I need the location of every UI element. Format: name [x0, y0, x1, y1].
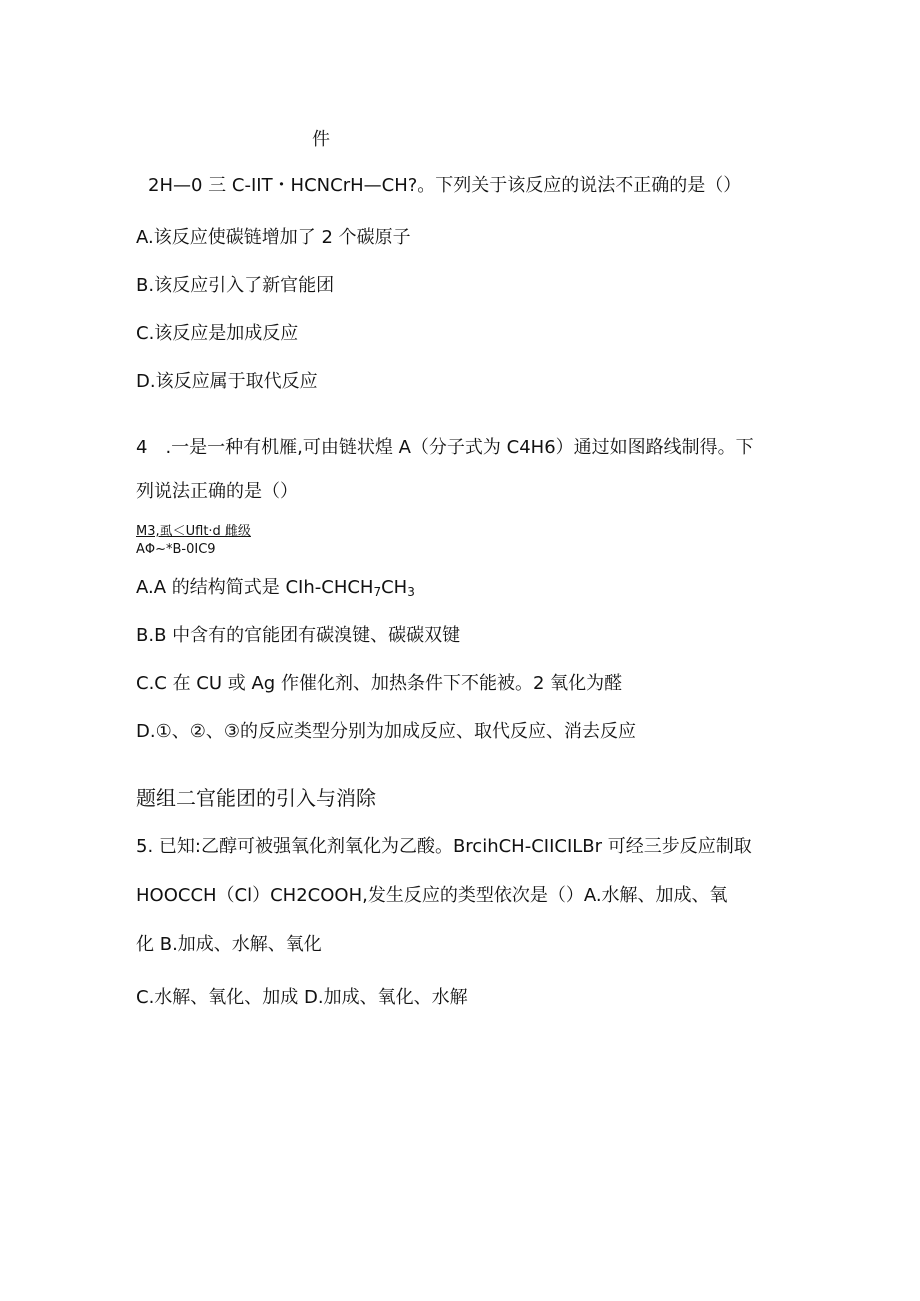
q4-option-a [136, 576, 415, 600]
q3-option-a: A.该反应使碳链增加了 2 个碳原子 [136, 227, 411, 248]
q4-option-a-prefix: A.A 的结构简式是 CIh-CHCH [136, 577, 374, 598]
q4-scheme-line2: AΦ~*B-0IC9 [136, 542, 216, 557]
q5-line1: 5. 已知:乙醇可被强氧化剂氧化为乙酸。BrcihCH-CIICILBr 可经三步反应制取 [136, 836, 752, 857]
q3-option-d: D.该反应属于取代反应 [136, 371, 318, 392]
q3-condition-text: 件 [312, 129, 330, 150]
q3-option-b: B.该反应引入了新官能团 [136, 275, 335, 296]
q5-line3: 化 B.加成、水解、氧化 [136, 934, 322, 955]
q4-scheme-line1: M3,虱＜Uflt·d 雌级 [136, 524, 251, 539]
q4-option-a-mid: CH [381, 577, 408, 598]
q5-line2: HOOCCH（Cl）CH2COOH,发生反应的类型依次是（）A.水解、加成、氧 [136, 885, 728, 906]
q4-stem-line1: 4 .一是一种有机雁,可由链状煌 A（分子式为 C4H6）通过如图路线制得。下 [136, 437, 754, 458]
q4-option-a-subscript-1: 7 [373, 585, 382, 599]
q4-option-d: D.①、②、③的反应类型分别为加成反应、取代反应、消去反应 [136, 721, 636, 742]
q5-line4: C.水解、氧化、加成 D.加成、氧化、水解 [136, 987, 468, 1008]
q4-stem-line2: 列说法正确的是（） [136, 481, 298, 502]
q4-option-c: C.C 在 CU 或 Ag 作催化剂、加热条件下不能被。2 氧化为醛 [136, 673, 623, 694]
q3-option-c: C.该反应是加成反应 [136, 323, 299, 344]
q4-option-b: B.B 中含有的官能团有碳溴键、碳碳双键 [136, 625, 461, 646]
section-title: 题组二官能团的引入与消除 [136, 786, 376, 810]
q3-equation: 2H—0 三 C-IIT・HCNCrH—CH?。下列关于该反应的说法不正确的是（） [148, 175, 742, 196]
q4-option-a-subscript-2: 3 [407, 585, 415, 599]
